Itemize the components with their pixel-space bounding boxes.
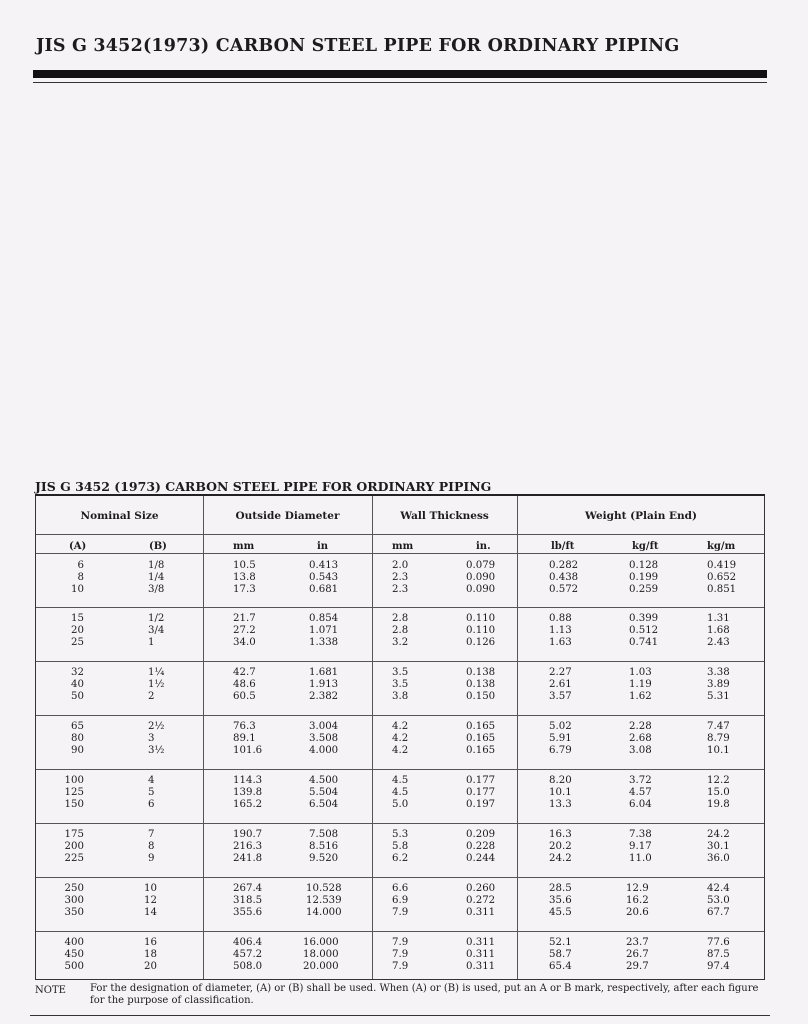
cell-lbft: 28.5 35.6 45.5 <box>549 883 572 919</box>
subheader-wt-mm: mm <box>392 541 414 552</box>
cell-kgm: 42.4 53.0 67.7 <box>707 883 730 919</box>
cell-kgft: 2.28 2.68 3.08 <box>629 721 652 757</box>
cell-a: 6 8 10 <box>71 560 84 596</box>
table-row-group <box>36 721 764 775</box>
title-bar-divider <box>33 70 767 78</box>
cell-b: 1/2 3/4 1 <box>148 613 165 649</box>
cell-kgm: 77.6 87.5 97.4 <box>707 937 730 973</box>
cell-a: 250 300 350 <box>64 883 84 919</box>
bottom-rule <box>30 1015 770 1016</box>
cell-b: 2½ 3 3½ <box>148 721 165 757</box>
cell-wt-mm: 2.0 2.3 2.3 <box>392 560 409 596</box>
cell-od-mm: 21.7 27.2 34.0 <box>233 613 256 649</box>
cell-od-mm: 114.3 139.8 165.2 <box>233 775 263 811</box>
cell-od-in: 10.528 12.539 14.000 <box>306 883 342 919</box>
header-weight: Weight (Plain End) <box>585 510 697 522</box>
table-row-group <box>36 613 764 667</box>
cell-wt-in: 0.079 0.090 0.090 <box>466 560 496 596</box>
cell-wt-in: 0.138 0.138 0.150 <box>466 667 496 703</box>
cell-od-mm: 42.7 48.6 60.5 <box>233 667 256 703</box>
cell-od-mm: 406.4 457.2 508.0 <box>233 937 263 973</box>
cell-wt-mm: 5.3 5.8 6.2 <box>392 829 409 865</box>
cell-a: 175 200 225 <box>64 829 84 865</box>
subheader-wt-in: in. <box>476 541 491 552</box>
note-label: NOTE <box>35 985 66 996</box>
subheader-divider <box>36 553 764 554</box>
cell-wt-mm: 6.6 6.9 7.9 <box>392 883 409 919</box>
cell-a: 65 80 90 <box>71 721 84 757</box>
cell-kgft: 0.128 0.199 0.259 <box>629 560 659 596</box>
cell-wt-mm: 4.2 4.2 4.2 <box>392 721 409 757</box>
cell-lbft: 0.282 0.438 0.572 <box>549 560 579 596</box>
cell-wt-in: 0.260 0.272 0.311 <box>466 883 496 919</box>
cell-kgft: 0.399 0.512 0.741 <box>629 613 659 649</box>
header-wall-thickness: Wall Thickness <box>400 510 489 522</box>
cell-b: 4 5 6 <box>148 775 155 811</box>
note-text: For the designation of diameter, (A) or (B) shall be used. When (A) or (B) is used, put an A or B mark, respectively, after each figure for the purpose of classification. <box>90 983 759 1006</box>
table-row-group <box>36 775 764 829</box>
header-divider <box>36 534 764 535</box>
cell-od-in: 4.500 5.504 6.504 <box>309 775 339 811</box>
cell-lbft: 8.20 10.1 13.3 <box>549 775 572 811</box>
cell-a: 32 40 50 <box>71 667 84 703</box>
cell-wt-in: 0.177 0.177 0.197 <box>466 775 496 811</box>
cell-kgm: 7.47 8.79 10.1 <box>707 721 730 757</box>
cell-kgft: 7.38 9.17 11.0 <box>629 829 652 865</box>
subheader-b: (B) <box>149 541 167 552</box>
table-row-group <box>36 829 764 883</box>
cell-od-in: 16.000 18.000 20.000 <box>303 937 339 973</box>
cell-b: 1¼ 1½ 2 <box>148 667 165 703</box>
cell-kgft: 1.03 1.19 1.62 <box>629 667 652 703</box>
subheader-a: (A) <box>69 541 87 552</box>
cell-kgm: 1.31 1.68 2.43 <box>707 613 730 649</box>
cell-lbft: 52.1 58.7 65.4 <box>549 937 572 973</box>
subheader-kgft: kg/ft <box>632 541 659 552</box>
cell-lbft: 2.27 2.61 3.57 <box>549 667 572 703</box>
cell-b: 7 8 9 <box>148 829 155 865</box>
cell-od-in: 7.508 8.516 9.520 <box>309 829 339 865</box>
cell-wt-in: 0.165 0.165 0.165 <box>466 721 496 757</box>
cell-od-mm: 190.7 216.3 241.8 <box>233 829 263 865</box>
cell-b: 16 18 20 <box>144 937 157 973</box>
cell-lbft: 5.02 5.91 6.79 <box>549 721 572 757</box>
subheader-kgm: kg/m <box>707 541 736 552</box>
table-row-group <box>36 560 764 614</box>
cell-b: 1/8 1/4 3/8 <box>148 560 165 596</box>
subheader-od-in: in <box>317 541 329 552</box>
page-title: JIS G 3452(1973) CARBON STEEL PIPE FOR ORDINARY PIPING <box>36 36 680 56</box>
cell-wt-mm: 3.5 3.5 3.8 <box>392 667 409 703</box>
cell-wt-mm: 2.8 2.8 3.2 <box>392 613 409 649</box>
cell-wt-in: 0.110 0.110 0.126 <box>466 613 496 649</box>
cell-od-mm: 267.4 318.5 355.6 <box>233 883 263 919</box>
table-row-group <box>36 883 764 937</box>
cell-a: 100 125 150 <box>64 775 84 811</box>
cell-wt-mm: 7.9 7.9 7.9 <box>392 937 409 973</box>
table-title: JIS G 3452 (1973) CARBON STEEL PIPE FOR ORDINARY PIPING <box>35 479 492 494</box>
cell-lbft: 0.88 1.13 1.63 <box>549 613 572 649</box>
subheader-lbft: lb/ft <box>551 541 575 552</box>
title-rule <box>33 82 767 83</box>
cell-a: 15 20 25 <box>71 613 84 649</box>
cell-kgft: 3.72 4.57 6.04 <box>629 775 652 811</box>
cell-od-in: 3.004 3.508 4.000 <box>309 721 339 757</box>
cell-od-in: 0.854 1.071 1.338 <box>309 613 339 649</box>
cell-od-mm: 10.5 13.8 17.3 <box>233 560 256 596</box>
cell-kgm: 0.419 0.652 0.851 <box>707 560 737 596</box>
pipe-spec-table <box>35 496 765 980</box>
cell-a: 400 450 500 <box>64 937 84 973</box>
cell-wt-mm: 4.5 4.5 5.0 <box>392 775 409 811</box>
cell-wt-in: 0.311 0.311 0.311 <box>466 937 496 973</box>
cell-kgm: 12.2 15.0 19.8 <box>707 775 730 811</box>
subheader-od-mm: mm <box>233 541 255 552</box>
cell-od-in: 0.413 0.543 0.681 <box>309 560 339 596</box>
cell-kgft: 23.7 26.7 29.7 <box>626 937 649 973</box>
cell-wt-in: 0.209 0.228 0.244 <box>466 829 496 865</box>
header-outside-diameter: Outside Diameter <box>235 510 340 522</box>
cell-od-in: 1.681 1.913 2.382 <box>309 667 339 703</box>
cell-kgm: 3.38 3.89 5.31 <box>707 667 730 703</box>
cell-od-mm: 76.3 89.1 101.6 <box>233 721 263 757</box>
cell-kgm: 24.2 30.1 36.0 <box>707 829 730 865</box>
table-row-group <box>36 667 764 721</box>
cell-kgft: 12.9 16.2 20.6 <box>626 883 649 919</box>
header-nominal-size: Nominal Size <box>80 510 159 522</box>
cell-lbft: 16.3 20.2 24.2 <box>549 829 572 865</box>
cell-b: 10 12 14 <box>144 883 157 919</box>
